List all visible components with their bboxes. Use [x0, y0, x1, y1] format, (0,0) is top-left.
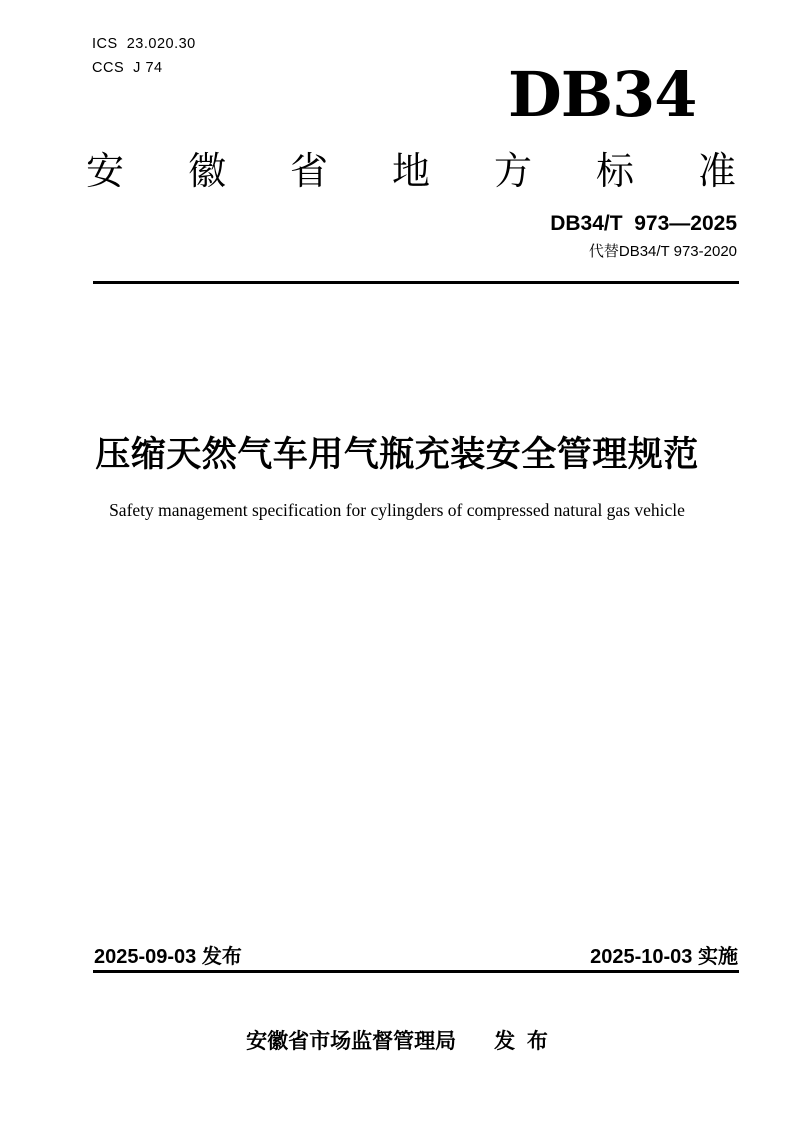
publisher-row: [0, 1025, 794, 1055]
implementation-date: 2025-10-03 实施: [590, 946, 738, 968]
issue-date: 2025-09-03 发布: [94, 946, 242, 968]
publish-label: 发 布: [494, 1030, 548, 1053]
standard-category-heading: 安 徽 省 地 方 标 准: [86, 151, 736, 193]
title-english: Safety management specification for cylingders of compressed natural gas vehicle: [109, 500, 685, 520]
db34-logo: DB34: [508, 58, 697, 131]
ics-code: ICS 23.020.30: [92, 36, 196, 52]
dates-row: [94, 940, 738, 969]
replaces-note: 代替DB34/T 973-2020: [588, 243, 737, 260]
standard-number: DB34/T 973—2025: [550, 212, 737, 235]
title-chinese: 压缩天然气车用气瓶充装安全管理规范: [95, 435, 699, 474]
footer-rule: [93, 970, 739, 973]
publisher-name: 安徽省市场监督管理局: [246, 1030, 457, 1053]
ccs-code: CCS J 74: [92, 60, 163, 76]
header-rule: [93, 281, 739, 284]
